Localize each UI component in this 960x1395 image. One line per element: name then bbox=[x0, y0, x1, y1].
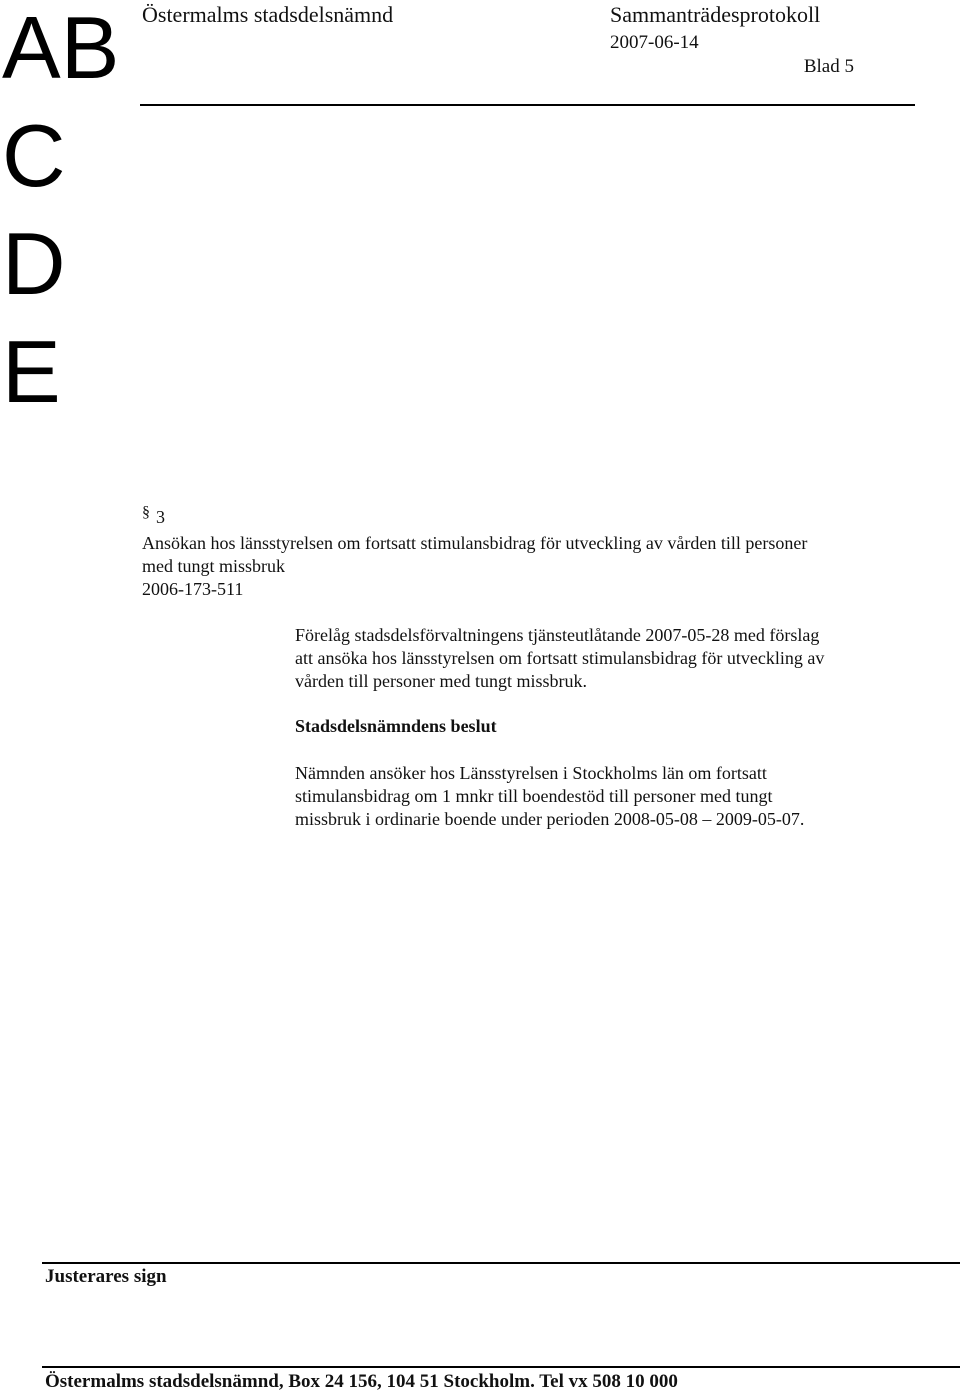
paragraph-line: stimulansbidrag om 1 mnkr till boendestöd till personer med tungt bbox=[295, 786, 773, 806]
header-page-number: Blad 5 bbox=[803, 56, 854, 77]
paragraph-line: missbruk i ordinarie boende under perioden 2008-05-08 – 2009-05-07. bbox=[295, 809, 805, 829]
margin-letter-c: C bbox=[2, 106, 66, 205]
header-document-type: Sammanträdesprotokoll bbox=[610, 2, 821, 27]
header-date: 2007-06-14 bbox=[610, 32, 699, 53]
header-organization: Östermalms stadsdelsnämnd bbox=[142, 2, 394, 27]
section-symbol: § bbox=[142, 504, 150, 521]
paragraph-line: Förelåg stadsdelsförvaltningens tjänsteutlåtande 2007-05-28 med förslag bbox=[295, 625, 820, 645]
decision-heading: Stadsdelsnämndens beslut bbox=[295, 716, 497, 736]
footer-address: Östermalms stadsdelsnämnd, Box 24 156, 104 51 Stockholm. Tel vx 508 10 000 bbox=[45, 1371, 678, 1392]
paragraph-line: Nämnden ansöker hos Länsstyrelsen i Stockholms län om fortsatt bbox=[295, 763, 767, 783]
header-divider bbox=[140, 104, 915, 106]
item-number bbox=[142, 504, 165, 528]
item-number-value: 3 bbox=[156, 507, 165, 527]
margin-letter-e: E bbox=[2, 322, 61, 421]
paragraph-line: att ansöka hos länsstyrelsen om fortsatt stimulansbidrag för utveckling av bbox=[295, 648, 825, 668]
footer-divider bbox=[42, 1366, 960, 1368]
item-title-line: Ansökan hos länsstyrelsen om fortsatt stimulansbidrag för utveckling av vården till personer bbox=[142, 533, 808, 553]
background-paragraph bbox=[295, 624, 895, 693]
margin-letters bbox=[2, 0, 120, 440]
case-number: 2006-173-511 bbox=[142, 579, 244, 599]
paragraph-line: vården till personer med tungt missbruk. bbox=[295, 671, 587, 691]
item-title-line: med tungt missbruk bbox=[142, 556, 285, 576]
item-title-block bbox=[142, 532, 902, 601]
decision-paragraph bbox=[295, 762, 895, 831]
signature-label: Justerares sign bbox=[45, 1266, 167, 1287]
margin-letter-ab: AB bbox=[2, 0, 120, 97]
signature-divider bbox=[42, 1262, 960, 1264]
margin-letter-d: D bbox=[2, 214, 66, 313]
